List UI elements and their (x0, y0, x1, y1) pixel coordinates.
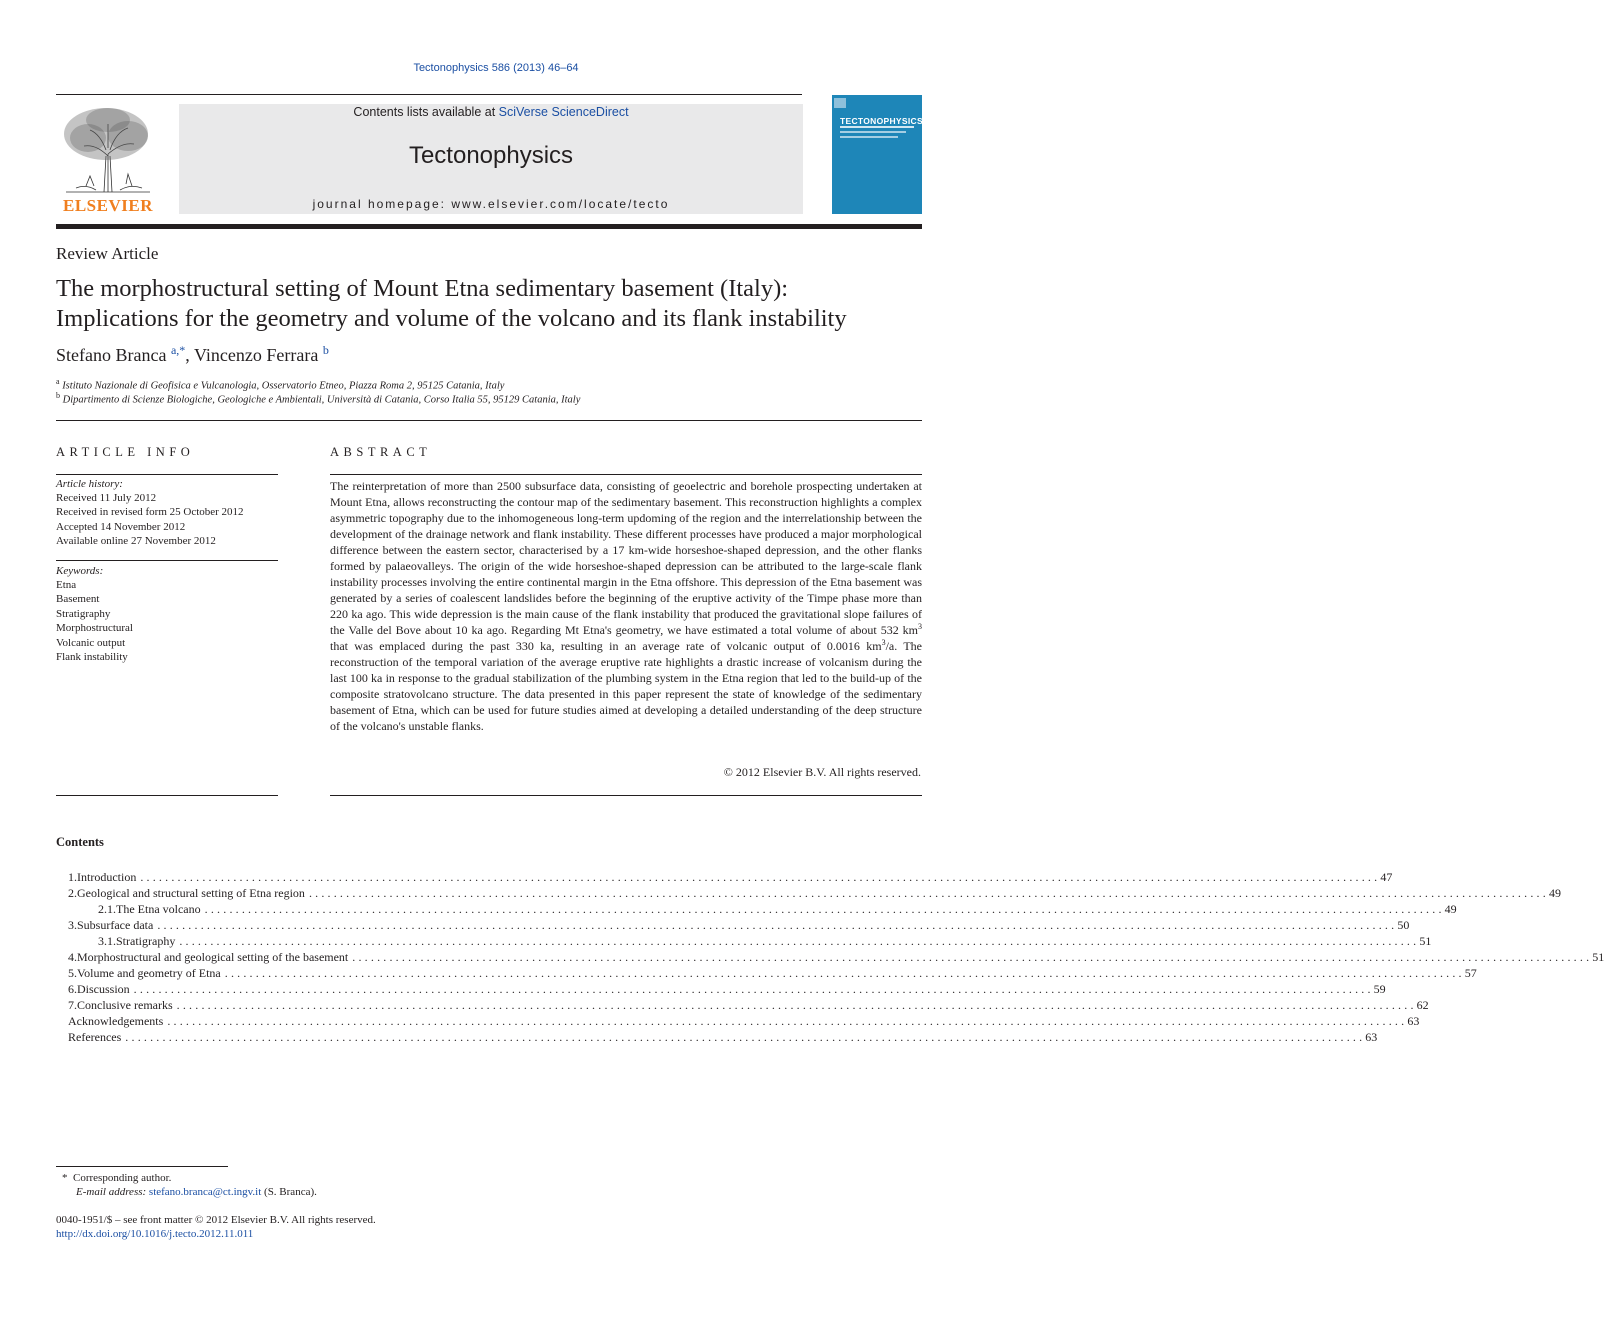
article-title (56, 274, 922, 334)
toc-entry[interactable] (56, 982, 1386, 998)
toc-leader-dots: ........................................................................................................................................................................................................ (308, 886, 1549, 900)
journal-name: Tectonophysics (408, 142, 574, 169)
toc-page-number: 51 (1592, 950, 1604, 964)
toc-page-number: 51 (1419, 934, 1432, 948)
keyword: Morphostructural (56, 622, 133, 635)
toc-leader-dots: ........................................................................................................................................................................................................ (352, 950, 1593, 964)
keyword: Flank instability (56, 651, 128, 664)
article-type: Review Article (56, 244, 159, 263)
toc-label[interactable]: Conclusive remarks (77, 998, 173, 1012)
affiliation-a (56, 377, 504, 392)
footnote-rule (56, 1166, 228, 1167)
author-name: Vincenzo Ferrara (193, 345, 319, 365)
toc-label[interactable]: Acknowledgements (68, 1014, 164, 1028)
author-affiliation-marks[interactable]: a,* (170, 343, 186, 357)
superscript: 3 (918, 622, 922, 631)
abstract-heading: ABSTRACT (330, 445, 432, 459)
toc-label[interactable]: Geological and structural setting of Etna region (77, 886, 305, 900)
history-item: Received 11 July 2012 (56, 492, 157, 504)
contents-heading: Contents (56, 835, 104, 849)
affiliation-b (56, 391, 580, 406)
abstract-body (330, 478, 922, 734)
toc-entry[interactable] (56, 886, 1561, 902)
title-line-2: Implications for the geometry and volume of the volcano and its flank instability (56, 305, 847, 332)
toc-entry[interactable] (56, 1014, 1420, 1030)
section-rule (56, 420, 922, 421)
toc-number: 5. (68, 966, 77, 980)
keyword: Basement (56, 593, 100, 606)
footnote-text: Corresponding author. (73, 1172, 172, 1184)
superscript: 3 (881, 638, 886, 647)
toc-label[interactable]: Volume and geometry of Etna (77, 966, 221, 980)
keyword: Volcanic output (56, 636, 126, 649)
toc-label[interactable]: The Etna volcano (116, 902, 201, 916)
toc-entry[interactable] (56, 934, 1432, 950)
toc-page-number: 57 (1464, 966, 1477, 980)
toc-entry[interactable] (56, 918, 1410, 934)
author-list (56, 343, 329, 366)
toc-number: 7. (68, 998, 77, 1012)
doi-link[interactable]: http://dx.doi.org/10.1016/j.tecto.2012.11.011 (56, 1228, 254, 1240)
abstract-copyright: © 2012 Elsevier B.V. All rights reserved. (723, 765, 921, 779)
toc-leader-dots: ........................................................................................................................................................................................................ (224, 966, 1465, 980)
toc-number: 3. (68, 918, 77, 932)
toc-page-number: 62 (1416, 998, 1429, 1012)
toc-number: 2.1. (98, 902, 116, 916)
abstract-text: that was emplaced during the past 330 ka, resulting in an average rate of volcanic output of 0.0016 km (330, 639, 882, 653)
contents-available-line (179, 105, 803, 119)
abstract-text: /a. The reconstruction of the temporal variation of the average eruptive rate highlights a drastic increase of volcanism during the last 100 ka in response to the gradual stabilization of the plumbing system in the Etna region that led to the build-up of the composite stratovolcano structure. The data presented in this paper represent the state of knowledge of the sedimentary basement of Etna, which can be used for future studies aimed at developing a detailed understanding of the deep structure of the volcano's unstable flanks. (330, 639, 922, 733)
history-item: Available online 27 November 2012 (56, 535, 216, 548)
toc-page-number: 63 (1407, 1014, 1420, 1028)
toc-leader-dots: ........................................................................................................................................................................................................ (176, 998, 1417, 1012)
article-info-heading: ARTICLE INFO (56, 445, 195, 459)
journal-cover-thumbnail (832, 95, 922, 214)
toc-number: 1. (68, 870, 77, 884)
journal-citation[interactable]: Tectonophysics 586 (2013) 46–64 (413, 62, 579, 74)
affiliation-text: Istituto Nazionale di Geofisica e Vulcanologia, Osservatorio Etneo, Piazza Roma 2, 95125 Catania, Italy (62, 380, 505, 392)
toc-label[interactable]: Morphostructural and geological setting of the basement (77, 950, 349, 964)
history-item: Received in revised form 25 October 2012 (56, 506, 244, 519)
toc-entry[interactable] (56, 870, 1393, 886)
toc-leader-dots: ........................................................................................................................................................................................................ (204, 902, 1445, 916)
corresponding-author-note (62, 1172, 171, 1184)
toc-entry[interactable] (56, 966, 1477, 982)
keyword: Etna (56, 579, 77, 591)
article-info-rule (56, 474, 278, 475)
toc-leader-dots: ........................................................................................................................................................................................................ (167, 1014, 1408, 1028)
author-affiliation-marks[interactable]: b (322, 343, 329, 357)
table-of-contents (56, 870, 1604, 1046)
toc-number: 6. (68, 982, 77, 996)
header-rule (56, 94, 802, 95)
toc-leader-dots: ........................................................................................................................................................................................................ (179, 934, 1420, 948)
footnote-mark: * (62, 1172, 68, 1184)
toc-entry[interactable] (56, 998, 1429, 1014)
email-label: E-mail address: (76, 1186, 147, 1198)
title-line-1: The morphostructural setting of Mount Etna sedimentary basement (Italy): (56, 275, 789, 302)
toc-page-number: 59 (1373, 982, 1386, 996)
author-separator: , (185, 345, 194, 365)
keyword: Stratigraphy (56, 607, 111, 620)
toc-entry[interactable] (56, 950, 1604, 966)
toc-leader-dots: ........................................................................................................................................................................................................ (125, 1030, 1366, 1044)
toc-entry[interactable] (56, 1030, 1378, 1046)
abstract-text: The reinterpretation of more than 2500 subsurface data, consisting of geoelectric and borehole prospecting undertaken at Mount Etna, allows reconstructing the contour map of the sedimentary basement. This reconstruction highlights a complex asymmetric topography due to the inhomogeneous long-term updoming of the region and the interrelationship between the development of the drainage network and flank instability. These different processes have produced a major morphological difference between the eastern sector, characterised by a 17 km-wide horseshoe-shaped depression, and the other flanks formed by palaeovalleys. The origin of the wide horseshoe-shaped depression can be attributed to the large-scale flank instability processes involving the entire continental margin in the Etna offshore. This depression of the Etna basement was generated by a series of coalescent landslides before the beginning of the eruptive activity of the Timpe phase more than 220 ka ago. This wide depression is the main cause of the flank instability that produced the gravitational slope failures of the Valle del Bove about 10 ka ago. Regarding Mt Etna's geometry, we have estimated a total volume of about 532 km (330, 479, 922, 637)
history-list (56, 491, 244, 549)
toc-label[interactable]: Discussion (77, 982, 130, 996)
journal-homepage[interactable]: journal homepage: www.elsevier.com/locate/tecto (312, 197, 670, 211)
toc-label[interactable]: Subsurface data (77, 918, 154, 932)
author-name: Stefano Branca (56, 345, 167, 365)
issn-line: 0040-1951/$ – see front matter © 2012 Elsevier B.V. All rights reserved. (56, 1214, 376, 1226)
toc-number: 4. (68, 950, 77, 964)
toc-page-number: 50 (1397, 918, 1410, 932)
history-item: Accepted 14 November 2012 (56, 520, 186, 533)
toc-label[interactable]: Introduction (77, 870, 137, 884)
toc-page-number: 63 (1365, 1030, 1378, 1044)
elsevier-wordmark: ELSEVIER (63, 196, 153, 215)
toc-label[interactable]: References (68, 1030, 122, 1044)
affiliation-text: Dipartimento di Scienze Biologiche, Geologiche e Ambientali, Università di Catania, Corso Italia 55, 95129 Catania, Italy (62, 394, 581, 406)
affiliation-mark: b (56, 391, 60, 400)
toc-number: 3.1. (98, 934, 116, 948)
cover-title: TECTONOPHYSICS (840, 116, 923, 126)
history-label: Article history: (56, 478, 123, 490)
abstract-rule (330, 795, 922, 796)
toc-leader-dots: ........................................................................................................................................................................................................ (133, 982, 1374, 996)
toc-page-number: 47 (1380, 870, 1393, 884)
email-suffix: (S. Branca). (264, 1186, 317, 1198)
sciencedirect-link[interactable]: SciVerse ScienceDirect (498, 105, 629, 119)
toc-page-number: 49 (1444, 902, 1457, 916)
toc-page-number: 49 (1548, 886, 1561, 900)
toc-leader-dots: ........................................................................................................................................................................................................ (157, 918, 1398, 932)
article-info-rule (56, 560, 278, 561)
toc-number: 2. (68, 886, 77, 900)
email-note (76, 1186, 317, 1198)
toc-leader-dots: ........................................................................................................................................................................................................ (140, 870, 1381, 884)
header-thick-rule (56, 224, 922, 229)
keywords-list (56, 578, 133, 664)
abstract-rule (330, 474, 922, 475)
toc-entry[interactable] (56, 902, 1457, 918)
affiliation-mark: a (56, 377, 60, 386)
toc-label[interactable]: Stratigraphy (116, 934, 176, 948)
email-link[interactable]: stefano.branca@ct.ingv.it (148, 1186, 262, 1198)
contents-prefix: Contents lists available at (353, 105, 499, 119)
article-info-rule (56, 795, 278, 796)
keywords-label: Keywords: (56, 565, 104, 577)
